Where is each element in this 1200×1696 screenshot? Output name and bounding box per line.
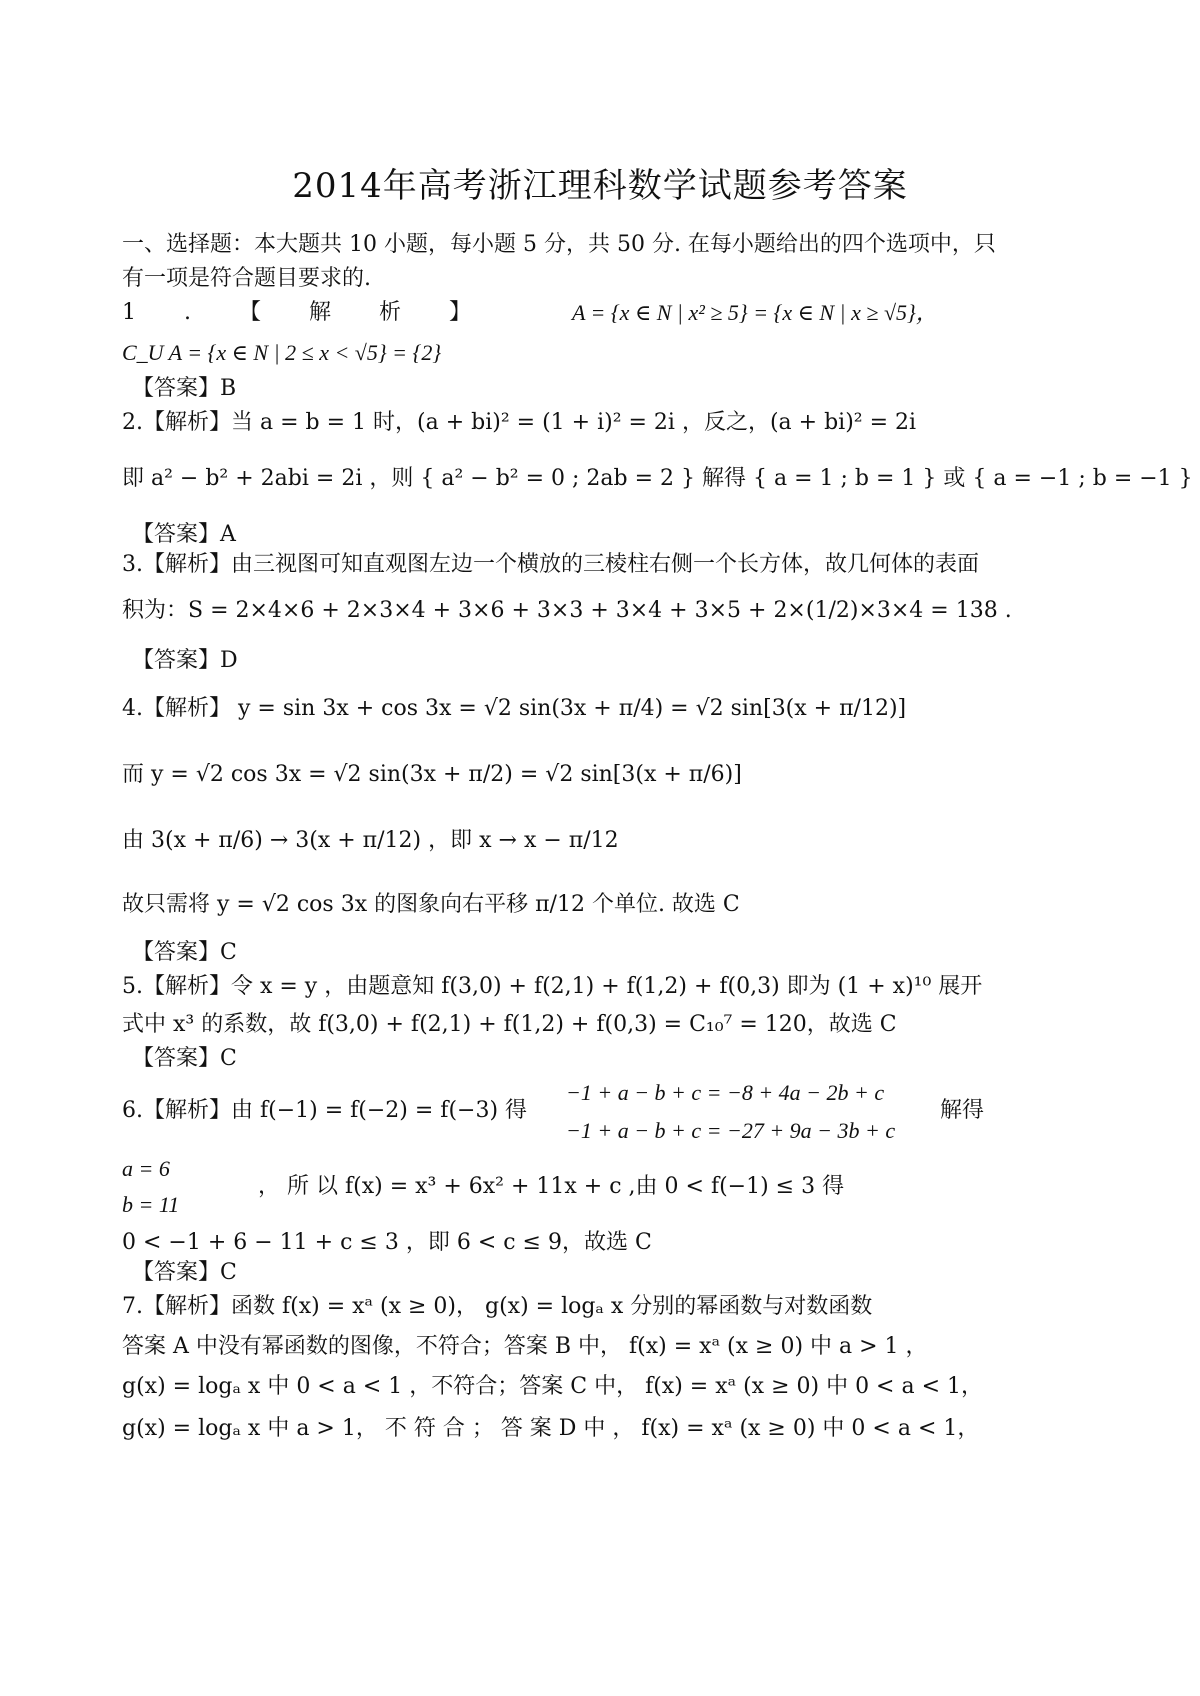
q2-line-1: 2.【解析】当 a = b = 1 时，(a + bi)² = (1 + i)² = 2i ，反之，(a + bi)² = 2i <box>122 410 917 435</box>
q1-math-2: C_U A = {x ∈ N | 2 ≤ x < √5} = {2} <box>122 340 442 365</box>
q6-system-eq-2: −1 + a − b + c = −27 + 9a − 3b + c <box>566 1118 896 1143</box>
q6-answer: 【答案】C <box>132 1260 237 1285</box>
q2-answer: 【答案】A <box>132 522 236 547</box>
q6-line-1a: 6.【解析】由 f(−1) = f(−2) = f(−3) 得 <box>122 1098 528 1123</box>
q4-line-1: 4.【解析】 y = sin 3x + cos 3x = √2 sin(3x + π/4) = √2 sin[3(x + π/12)] <box>122 696 907 721</box>
q4-line-3: 由 3(x + π/6) → 3(x + π/12) ，即 x → x − π/12 <box>122 828 619 853</box>
q6-result-b: b = 11 <box>122 1192 180 1217</box>
q3-line-2: 积为：S = 2×4×6 + 2×3×4 + 3×6 + 3×3 + 3×4 + 3×5 + 2×(1/2)×3×4 = 138 . <box>122 598 1012 623</box>
q6-system-eq-1: −1 + a − b + c = −8 + 4a − 2b + c <box>566 1080 885 1105</box>
q1-answer: 【答案】B <box>132 376 237 401</box>
q3-answer: 【答案】D <box>132 648 238 673</box>
q5-line-2: 式中 x³ 的系数，故 f(3,0) + f(2,1) + f(1,2) + f(0,3) = C₁₀⁷ = 120，故选 C <box>122 1012 897 1037</box>
q7-line-4: g(x) = logₐ x 中 a > 1， 不 符 合 ； 答 案 D 中 ， f(x) = xᵃ (x ≥ 0) 中 0 < a < 1， <box>122 1416 980 1441</box>
section-heading-line-2: 有一项是符合题目要求的. <box>122 266 371 291</box>
q7-line-3: g(x) = logₐ x 中 0 < a < 1 ，不符合；答案 C 中， f(x) = xᵃ (x ≥ 0) 中 0 < a < 1， <box>122 1374 984 1399</box>
q5-line-1: 5.【解析】令 x = y ，由题意知 f(3,0) + f(2,1) + f(1,2) + f(0,3) 即为 (1 + x)¹⁰ 展开 <box>122 974 983 999</box>
q1-math-1: A = {x ∈ N | x² ≥ 5} = {x ∈ N | x ≥ √5}， <box>572 300 938 325</box>
q6-line-2c: ， 所 以 f(x) = x³ + 6x² + 11x + c ,由 0 < f(−1) ≤ 3 得 <box>258 1174 845 1199</box>
q4-line-2: 而 y = √2 cos 3x = √2 sin(3x + π/2) = √2 sin[3(x + π/6)] <box>122 762 742 787</box>
q1-line-1 <box>122 298 1082 328</box>
q3-line-1: 3.【解析】由三视图可知直观图左边一个横放的三棱柱右侧一个长方体，故几何体的表面 <box>122 552 979 577</box>
q4-line-4: 故只需将 y = √2 cos 3x 的图象向右平移 π/12 个单位. 故选 C <box>122 892 740 917</box>
q2-line-2: 即 a² − b² + 2abi = 2i ，则 { a² − b² = 0 ; 2ab = 2 } 解得 { a = 1 ; b = 1 } 或 { a = −1 ; b = −1 } <box>122 466 1193 491</box>
q6-result-a: a = 6 <box>122 1156 170 1181</box>
q1-label: 1.【解析】 <box>122 300 519 325</box>
q7-line-1: 7.【解析】函数 f(x) = xᵃ (x ≥ 0)， g(x) = logₐ x 分别的幂函数与对数函数 <box>122 1294 873 1319</box>
q6-line-3: 0 < −1 + 6 − 11 + c ≤ 3 ，即 6 < c ≤ 9，故选 C <box>122 1230 652 1255</box>
q4-answer: 【答案】C <box>132 940 237 965</box>
page-title: 2014年高考浙江理科数学试题参考答案 <box>292 166 908 206</box>
section-heading-line-1: 一、选择题：本大题共 10 小题，每小题 5 分，共 50 分. 在每小题给出的四个选项中，只 <box>122 232 996 257</box>
q5-answer: 【答案】C <box>132 1046 237 1071</box>
q7-line-2: 答案 A 中没有幂函数的图像，不符合；答案 B 中， f(x) = xᵃ (x ≥ 0) 中 a > 1 ， <box>122 1334 928 1359</box>
q6-line-1d: 解得 <box>940 1098 985 1123</box>
